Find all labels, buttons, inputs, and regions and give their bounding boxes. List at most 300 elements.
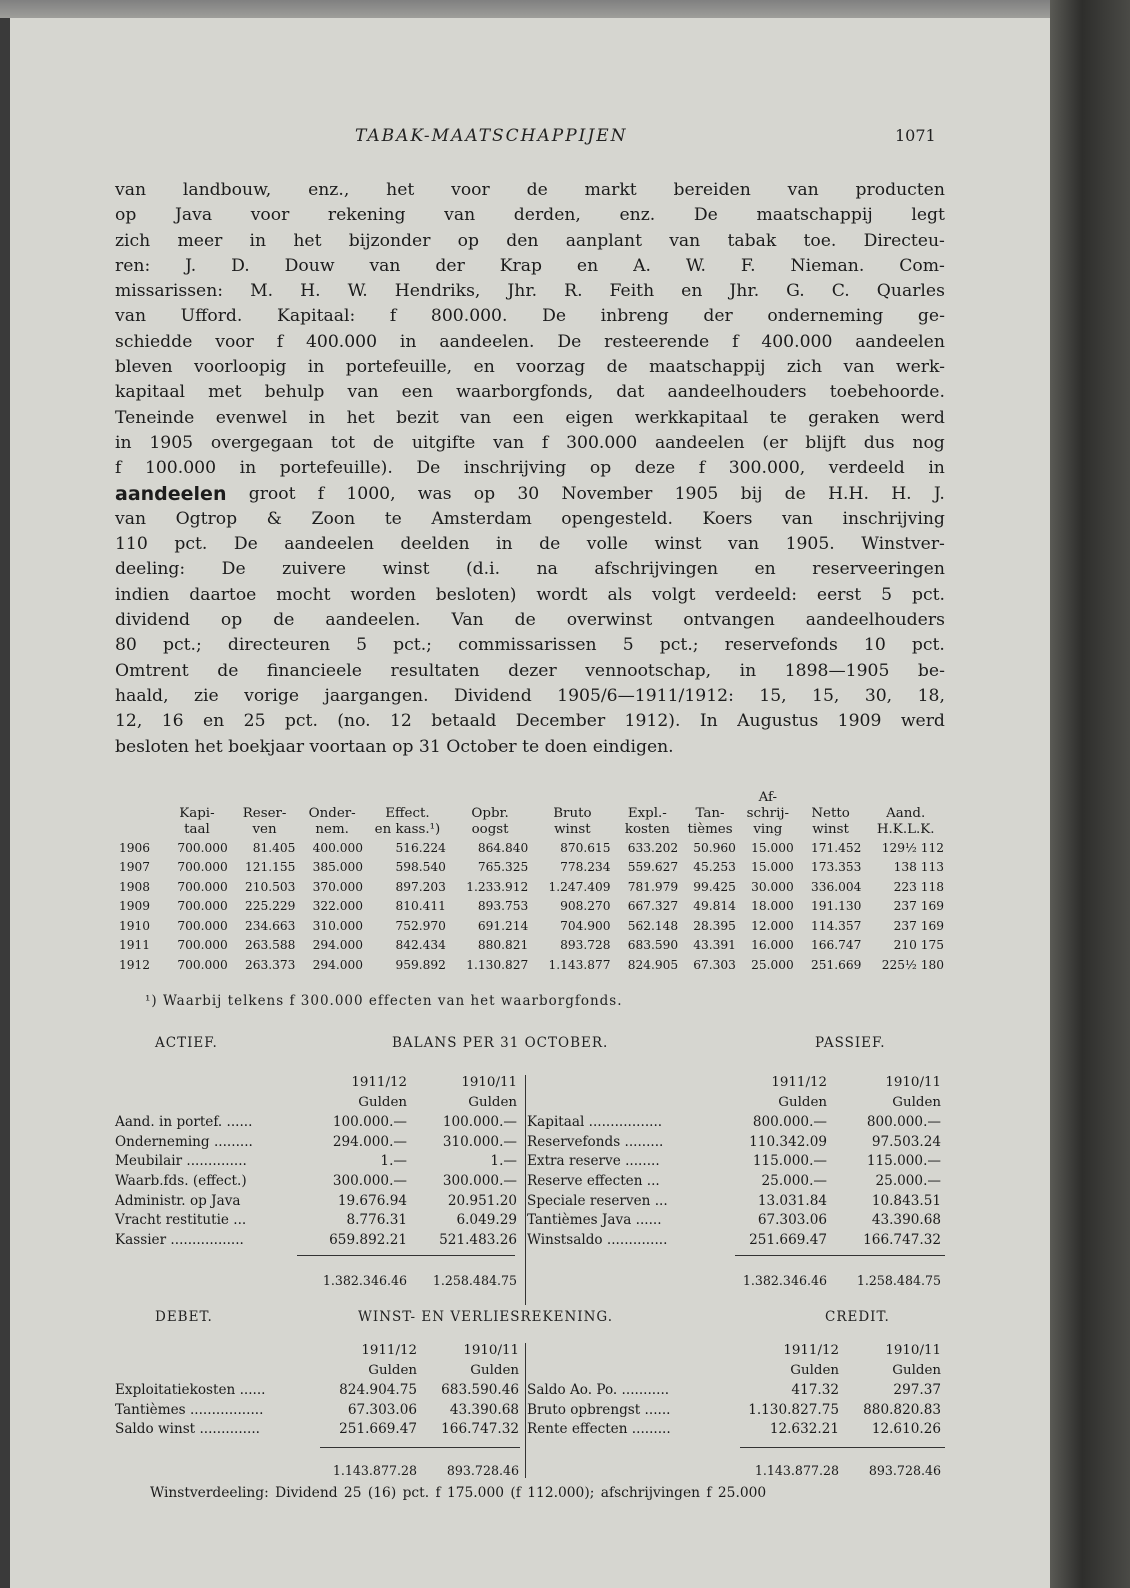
- body-word: evenwel: [215, 407, 288, 428]
- body-word: rekening: [327, 205, 406, 226]
- stats-cell: 49.814: [693, 899, 736, 914]
- ledger-value-previous: 297.37: [893, 1382, 941, 1399]
- body-line: [115, 178, 945, 203]
- body-word: dat: [616, 382, 645, 403]
- ledger-value-previous: 43.390.68: [449, 1401, 519, 1418]
- body-word: aandeelhouders: [667, 382, 807, 403]
- winst-title: WINST- EN VERLIESREKENING.: [358, 1309, 614, 1325]
- body-word: behulp: [264, 382, 325, 403]
- body-word: De: [221, 559, 246, 580]
- body-word: 1905.: [785, 534, 835, 555]
- body-word: Amsterdam: [431, 508, 532, 529]
- stats-cell: 700.000: [177, 918, 228, 933]
- body-word: betaald: [431, 711, 497, 732]
- actief-total-rule: [297, 1255, 515, 1256]
- stats-cell: 842.434: [395, 938, 446, 953]
- body-word: in: [239, 458, 257, 479]
- body-word: toebehoorde.: [829, 382, 945, 403]
- stats-cell: 166.747: [810, 938, 862, 953]
- body-word: pct.;: [393, 635, 432, 656]
- ledger-value-previous: 1.—: [490, 1153, 517, 1170]
- ledger-item-label: Kassier .................: [115, 1231, 244, 1248]
- stats-cell: 752.970: [395, 918, 446, 933]
- body-line: [115, 557, 945, 582]
- body-word: Van: [451, 610, 484, 631]
- ledger-value-previous: 10.843.51: [871, 1192, 941, 1209]
- body-word: nog: [912, 432, 945, 453]
- ledger-value-previous: 880.820.83: [863, 1401, 941, 1418]
- body-word: Koers: [702, 508, 753, 529]
- ledger-total-previous: 1.258.484.75: [856, 1273, 941, 1289]
- body-word: Directeu-: [863, 230, 945, 251]
- body-line: [115, 330, 945, 355]
- stats-column-header: Netto: [811, 806, 850, 821]
- stats-cell: 191.130: [810, 899, 862, 914]
- stats-cell: 691.214: [477, 918, 529, 933]
- balans-actief: [115, 1075, 525, 1293]
- ledger-value-current: 110.342.09: [749, 1133, 827, 1150]
- body-word: de: [606, 357, 628, 378]
- ledger-total-previous: 893.728.46: [868, 1462, 941, 1478]
- body-word: dezer: [508, 660, 557, 681]
- body-word: G.: [786, 281, 805, 302]
- stats-cell: 129½ 112: [881, 840, 944, 855]
- body-word: aandeelen.: [439, 331, 535, 352]
- body-word: Com-: [899, 255, 945, 276]
- body-word: aandeelen.: [325, 610, 421, 631]
- body-word: 25: [243, 711, 266, 732]
- ledger-unit-header: [115, 1095, 525, 1115]
- body-word: Omtrent: [115, 660, 189, 681]
- body-word: op: [392, 736, 419, 757]
- winst-credit: [527, 1343, 947, 1483]
- stats-cell: 30.000: [751, 879, 794, 894]
- body-word: pct.;: [162, 635, 202, 656]
- stats-cell: 1.130.827: [466, 957, 529, 972]
- body-word: de: [514, 610, 536, 631]
- body-word: in: [496, 534, 513, 555]
- body-word: der: [703, 306, 733, 327]
- ledger-row: [527, 1173, 947, 1193]
- stats-cell: 1.247.409: [548, 879, 611, 894]
- body-word: de: [372, 432, 395, 453]
- ledger-value-previous: 521.483.26: [439, 1231, 517, 1248]
- ledger-value-current: 13.031.84: [757, 1192, 827, 1209]
- stats-cell: 700.000: [177, 899, 228, 914]
- stats-cell: 400.000: [312, 840, 363, 855]
- body-word: pct.: [911, 635, 945, 656]
- body-word: aandeelhouders: [805, 610, 945, 631]
- stats-cell: 385.000: [312, 860, 363, 875]
- body-word: Jhr.: [507, 281, 538, 302]
- ledger-value-previous: 115.000.—: [866, 1153, 941, 1170]
- stats-cell: 870.615: [560, 840, 611, 855]
- stats-cell: 897.203: [395, 879, 446, 894]
- body-word: dividend: [115, 610, 190, 631]
- body-word: inbreng: [600, 306, 669, 327]
- ledger-row: [527, 1153, 947, 1173]
- ledger-item-label: Saldo Ao. Po. ...........: [527, 1382, 670, 1399]
- body-paragraph: [115, 178, 945, 760]
- stats-column-header: winst: [812, 822, 849, 837]
- body-word: boekjaar: [228, 736, 310, 757]
- stats-cell: 294.000: [312, 938, 363, 953]
- body-word: ren:: [115, 255, 151, 276]
- ledger-row: [527, 1421, 947, 1441]
- body-word: in: [307, 357, 325, 378]
- body-word: W.: [347, 281, 368, 302]
- ledger-unit-header: [527, 1095, 947, 1115]
- stats-cell: 559.627: [627, 860, 679, 875]
- ledger-spacer: [115, 1441, 525, 1463]
- ledger-total-current: 1.143.877.28: [332, 1462, 417, 1478]
- body-word: J.: [185, 255, 197, 276]
- passief-total-rule: [735, 1255, 945, 1256]
- body-word: van: [369, 255, 401, 276]
- ledger-value-current: 25.000.—: [761, 1172, 827, 1189]
- stats-column-header: Expl.-: [627, 806, 667, 821]
- body-word: reserveeringen: [812, 559, 945, 580]
- body-word: onderneming: [767, 306, 884, 327]
- body-word: schiedde: [115, 331, 193, 352]
- ledger-value-current: 824.904.75: [339, 1382, 417, 1399]
- stats-column-header: Onder-: [308, 806, 356, 821]
- body-word: f: [698, 458, 706, 479]
- body-word: de: [217, 660, 239, 681]
- body-word: werk-: [895, 357, 945, 378]
- body-word: blijft: [805, 432, 846, 453]
- debet-label: DEBET.: [155, 1309, 213, 1325]
- unit-label: Gulden: [892, 1362, 941, 1378]
- stats-column-header: [531, 790, 613, 806]
- ledger-value-previous: 166.747.32: [863, 1231, 941, 1248]
- ledger-value-current: 8.776.31: [346, 1212, 407, 1229]
- ledger-total-row: [115, 1273, 525, 1293]
- body-word: H.: [300, 281, 321, 302]
- body-word: van: [115, 508, 147, 529]
- ledger-value-previous: 300.000.—: [442, 1172, 517, 1189]
- body-word: (d.i.: [465, 559, 501, 580]
- body-word: Kapitaal:: [277, 306, 356, 327]
- stats-cell: 700.000: [177, 879, 228, 894]
- stats-cell: 336.004: [810, 879, 862, 894]
- stats-column-header: [366, 790, 449, 806]
- unit-label: Gulden: [790, 1362, 839, 1378]
- ledger-item-label: Saldo winst ..............: [115, 1421, 260, 1438]
- balans-title: BALANS PER 31 OCTOBER.: [392, 1035, 609, 1051]
- body-word: van: [728, 534, 760, 555]
- stats-column-header: Tan-: [695, 806, 725, 821]
- stats-column-header: [864, 790, 947, 806]
- body-word: 1905: [149, 432, 194, 453]
- body-word: te: [384, 508, 402, 529]
- ledger-item-label: Kapitaal .................: [527, 1114, 663, 1131]
- stats-column-header: [163, 790, 231, 806]
- unit-label: Gulden: [358, 1094, 407, 1110]
- body-word: op: [473, 483, 496, 504]
- body-word: en: [681, 281, 703, 302]
- body-word: het: [293, 230, 322, 251]
- ledger-value-previous: 12.610.26: [871, 1421, 941, 1438]
- stats-cell: 959.892: [395, 957, 446, 972]
- stats-cell: 251.669: [810, 957, 862, 972]
- stats-column-header: ving: [753, 822, 783, 837]
- body-word: (er: [762, 432, 788, 453]
- body-word: 15,: [812, 685, 840, 706]
- body-word: deze: [634, 458, 676, 479]
- body-word: f: [389, 306, 397, 327]
- ledger-item-label: Exploitatiekosten ......: [115, 1382, 266, 1399]
- running-title: TABAK-MAATSCHAPPIJEN: [355, 126, 628, 146]
- ledger-row: [115, 1232, 525, 1252]
- stats-column-header: nem.: [315, 822, 349, 837]
- stats-cell: 704.900: [560, 918, 611, 933]
- body-word: derden,: [513, 205, 581, 226]
- stats-cell: 824.905: [627, 957, 679, 972]
- body-word: enz.: [619, 205, 656, 226]
- stats-column-header: [298, 790, 366, 806]
- body-word: Winstver-: [861, 534, 945, 555]
- body-word: 30,: [864, 685, 893, 706]
- body-word: directeuren: [227, 635, 331, 656]
- body-word: eerst: [816, 584, 862, 605]
- stats-cell: 210 175: [893, 938, 944, 953]
- body-word: mocht: [276, 584, 331, 605]
- body-word: maatschappij: [756, 205, 873, 226]
- body-word: f: [276, 331, 284, 352]
- year-1910-11: 1910/11: [463, 1343, 519, 1358]
- stats-column-header: Kapi-: [179, 806, 215, 821]
- stats-row: [115, 916, 947, 936]
- ledger-value-current: 12.632.21: [769, 1421, 839, 1438]
- body-word: besloten: [115, 736, 195, 757]
- year-1911-12: 1911/12: [783, 1343, 839, 1358]
- body-word: Zoon: [311, 508, 356, 529]
- body-word: dus: [863, 432, 895, 453]
- body-word: toe.: [803, 230, 837, 251]
- stats-cell: 99.425: [693, 879, 736, 894]
- credit-total-rule: [740, 1447, 945, 1448]
- ledger-item-label: Extra reserve ........: [527, 1153, 660, 1170]
- body-word: tot: [330, 432, 356, 453]
- running-header: [10, 126, 1050, 150]
- body-line: [115, 203, 945, 228]
- body-word: 5: [622, 635, 634, 656]
- ledger-item-label: Speciale reserven ...: [527, 1192, 668, 1209]
- ledger-item-label: Reserve effecten ...: [527, 1172, 660, 1189]
- body-word: den: [506, 230, 539, 251]
- stats-cell: 223 118: [893, 879, 944, 894]
- stats-column-header: taal: [184, 822, 210, 837]
- body-word: Feith: [609, 281, 655, 302]
- stats-column-header: Af-: [758, 790, 778, 805]
- stats-cell: 810.411: [395, 899, 446, 914]
- body-word: 100.000: [144, 458, 217, 479]
- body-word: H.H.: [828, 483, 869, 504]
- stats-cell: 25.000: [751, 957, 794, 972]
- body-word: pct.;: [659, 635, 699, 656]
- body-word: aandeelen: [115, 482, 227, 505]
- body-word: in: [739, 660, 757, 681]
- stats-cell: 700.000: [177, 957, 228, 972]
- ledger-item-label: Tantièmes Java ......: [527, 1212, 662, 1229]
- stats-column-header: schrij-: [746, 806, 790, 821]
- ledger-year-header: [115, 1075, 525, 1095]
- stats-column-header: kosten: [624, 822, 670, 837]
- body-word: aandeelen: [855, 331, 945, 352]
- stats-column-header: Opbr.: [471, 806, 509, 821]
- stats-cell: 45.253: [693, 860, 736, 875]
- body-word: en: [754, 559, 776, 580]
- body-line: [115, 583, 945, 608]
- body-word: bereiden: [673, 180, 751, 200]
- ledger-item-label: Winstsaldo ..............: [527, 1231, 668, 1248]
- winst-divider: [525, 1343, 526, 1478]
- body-word: de: [273, 610, 295, 631]
- body-word: der: [435, 255, 465, 276]
- stats-cell: 173.353: [810, 860, 862, 875]
- stats-cell: 765.325: [477, 860, 529, 875]
- stats-cell: 210.503: [244, 879, 296, 894]
- body-word: (no.: [337, 711, 371, 732]
- body-word: en: [473, 357, 495, 378]
- body-line: [115, 406, 945, 431]
- stats-cell: 781.979: [627, 879, 679, 894]
- stats-table: [115, 790, 947, 975]
- body-word: overgegaan: [210, 432, 314, 453]
- ledger-year-header: [527, 1343, 947, 1363]
- body-word: financieele: [266, 660, 362, 681]
- stats-cell: 700.000: [177, 938, 228, 953]
- stats-cell: 67.303: [693, 957, 736, 972]
- body-word: November: [561, 483, 653, 504]
- year-1911-12: 1911/12: [771, 1075, 827, 1090]
- stats-column-header: oogst: [471, 822, 509, 837]
- body-word: De: [693, 205, 718, 226]
- ledger-row: [527, 1134, 947, 1154]
- body-word: tabak: [727, 230, 777, 251]
- body-word: W.: [685, 255, 706, 276]
- ledger-value-previous: 800.000.—: [866, 1114, 941, 1131]
- body-word: van: [115, 306, 147, 327]
- body-word: pct.: [284, 711, 318, 732]
- stats-cell: 864.840: [477, 840, 529, 855]
- stats-cell: 370.000: [312, 879, 363, 894]
- stats-column-header: [231, 790, 299, 806]
- ledger-item-label: Rente effecten .........: [527, 1421, 671, 1438]
- unit-label: Gulden: [470, 1362, 519, 1378]
- page-number: 1071: [895, 126, 936, 145]
- ledger-value-current: 417.32: [791, 1382, 839, 1399]
- body-word: pct.: [174, 534, 208, 555]
- stats-cell: 18.000: [751, 899, 794, 914]
- body-word: In: [699, 711, 718, 732]
- body-word: 1912).: [624, 711, 681, 732]
- ledger-row: [115, 1173, 525, 1193]
- ledger-value-current: 251.669.47: [339, 1421, 417, 1438]
- actief-label: ACTIEF.: [155, 1035, 218, 1051]
- body-word: December: [515, 711, 606, 732]
- body-word: 12,: [115, 711, 143, 732]
- balans-divider: [525, 1075, 526, 1305]
- body-word: waarborgfonds,: [456, 382, 594, 403]
- body-word: J.: [933, 483, 945, 504]
- debet-total-rule: [320, 1447, 520, 1448]
- stats-cell: 263.373: [244, 957, 296, 972]
- body-word: f: [732, 331, 739, 352]
- ledger-value-current: 251.669.47: [749, 1231, 827, 1248]
- body-word: van: [115, 180, 147, 200]
- body-word: voorzag: [516, 357, 586, 378]
- body-word: afschrijvingen: [594, 559, 719, 580]
- body-word: aandeelen: [654, 432, 745, 453]
- stats-cell: 1.143.877: [548, 957, 611, 972]
- body-word: op: [220, 610, 243, 631]
- ledger-value-previous: 97.503.24: [871, 1133, 941, 1150]
- body-word: na: [536, 559, 558, 580]
- ledger-total-row: [115, 1463, 525, 1483]
- body-word: Dividend: [453, 685, 532, 706]
- stats-column-header: [115, 806, 163, 822]
- body-word: 1909: [837, 711, 882, 732]
- body-word: October: [446, 736, 523, 757]
- stats-cell: 516.224: [395, 840, 446, 855]
- body-word: H.: [891, 483, 912, 504]
- ledger-year-header: [115, 1343, 525, 1363]
- ledger-total-current: 1.382.346.46: [322, 1273, 407, 1289]
- stats-cell: 15.000: [751, 840, 794, 855]
- ledger-total-previous: 893.728.46: [446, 1462, 519, 1478]
- ledger-row: [115, 1382, 525, 1402]
- body-word: de: [526, 180, 548, 200]
- body-word: een: [512, 407, 544, 428]
- body-word: geraken: [808, 407, 880, 428]
- body-word: 800.000.: [430, 306, 508, 327]
- body-word: bijzonder: [348, 230, 431, 251]
- body-word: Jhr.: [729, 281, 760, 302]
- body-word: in: [115, 432, 132, 453]
- body-word: te: [522, 736, 545, 757]
- book-binding-edge: [1050, 0, 1130, 1588]
- body-word: in: [308, 407, 326, 428]
- body-word: voor: [215, 331, 254, 352]
- body-word: zich: [115, 230, 151, 251]
- winst-debet: [115, 1343, 525, 1483]
- body-line: [115, 304, 945, 329]
- body-word: be-: [917, 660, 945, 681]
- body-word: voorloopig: [194, 357, 287, 378]
- year-1910-11: 1910/11: [885, 1075, 941, 1090]
- body-word: enz.,: [308, 180, 350, 200]
- ledger-total-previous: 1.258.484.75: [432, 1273, 517, 1289]
- ledger-value-current: 300.000.—: [332, 1172, 407, 1189]
- stats-cell: 598.540: [395, 860, 446, 875]
- body-word: indien: [115, 584, 170, 605]
- body-word: het: [194, 736, 229, 757]
- stats-column-header: winst: [554, 822, 591, 837]
- body-word: en: [203, 711, 225, 732]
- body-word: meer: [177, 230, 223, 251]
- ledger-item-label: Bruto opbrengst ......: [527, 1401, 671, 1418]
- body-word: 400.000: [305, 331, 378, 352]
- body-word: f: [115, 458, 122, 479]
- ledger-row: [115, 1153, 525, 1173]
- body-word: D.: [231, 255, 250, 276]
- body-line: [115, 532, 945, 557]
- body-word: van: [787, 180, 819, 200]
- year-1911-12: 1911/12: [361, 1343, 417, 1358]
- body-line: [115, 735, 945, 760]
